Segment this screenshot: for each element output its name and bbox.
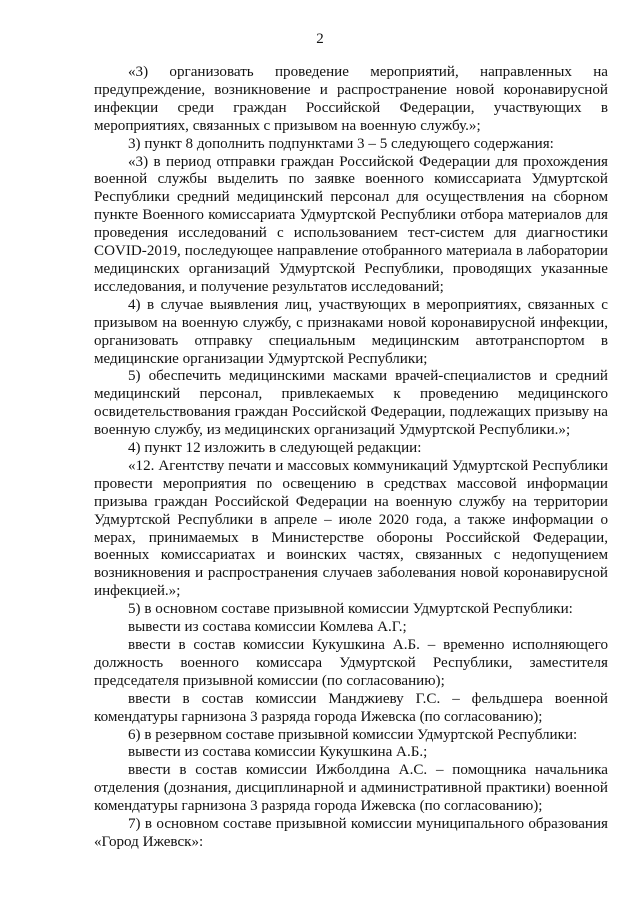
document-body [94,64,608,852]
paragraph-9: вывести из состава комиссии Комлева А.Г.; [128,619,407,636]
paragraph-8: 5) в основном составе призывной комиссии Удмуртской Республики: [128,601,573,618]
paragraph-1: «3) организовать проведение мероприятий, направленных на предупреждение, возникновение и распространение новой коронавирусной инфекции среди граждан Российской Федерации, участвующих в мероприятиях, связанных с призывом на военную службу.»; [94,64,608,134]
paragraph-7: «12. Агентству печати и массовых коммуникаций Удмуртской Республики провести мероприятия по освещению в средствах массовой информации призыва граждан Российской Федерации на военную службу на территории Удмуртской Республики в апреле – июле 2020 года, а также информации о мерах, принимаемых в Министерстве обороны Российской Федерации, военных комиссариатах и воинских частях, связанных с недопущением возникновения и распространения случаев заболевания новой коронавирусной инфекцией.»; [94,457,608,600]
paragraph-5: 5) обеспечить медицинскими масками врачей-специалистов и средний медицинский персонал, привлекаемых к проведению медицинского освидетельствования граждан Российской Федерации, подлежащих призыву на военную службу, из медицинских организаций Удмуртской Республики.»; [94,368,608,439]
paragraph-12: 6) в резервном составе призывной комиссии Удмуртской Республики: [128,726,578,743]
paragraph-14: ввести в состав комиссии Ижболдина А.С. – помощника начальника отделения (дознания, дисциплинарной и административной практики) военной комендатуры гарнизона 3 разряда города Ижевска (по согласованию); [94,762,608,815]
paragraph-11: ввести в состав комиссии Манджиеву Г.С. – фельдшера военной комендатуры гарнизона 3 разряда города Ижевска (по согласованию); [94,690,608,725]
paragraph-4: 4) в случае выявления лиц, участвующих в мероприятиях, связанных с призывом на военную службу, с признаками новой коронавирусной инфекции, организовать отправку специальным медицинским автотранспортом в медицинские организации Удмуртской Республики; [94,296,608,367]
paragraph-10: ввести в состав комиссии Кукушкина А.Б. – временно исполняющего должность военного комиссара Удмуртской Республики, заместителя председателя призывной комиссии (по согласованию); [94,637,608,689]
paragraph-6: 4) пункт 12 изложить в следующей редакции: [128,440,422,457]
page-number: 2 [316,31,324,47]
paragraph-2: 3) пункт 8 дополнить подпунктами 3 – 5 следующего содержания: [128,135,554,152]
paragraph-15: 7) в основном составе призывной комиссии муниципального образования «Город Ижевск»: [94,816,608,850]
paragraph-3: «3) в период отправки граждан Российской Федерации для прохождения военной службы выделить по заявке военного комиссариата Удмуртской Республики средний медицинский персонал для осуществления на сборном пункте Военного комиссариата Удмуртской Республики отбора материалов для проведения исследований с использованием тест-систем для диагностики COVID-2019, последующее направление отобранного материала в лаборатории медицинских организаций Удмуртской Республики, проводящих указанные исследования, и получение результатов исследований; [94,153,608,295]
paragraph-13: вывести из состава комиссии Кукушкина А.Б.; [128,744,428,761]
